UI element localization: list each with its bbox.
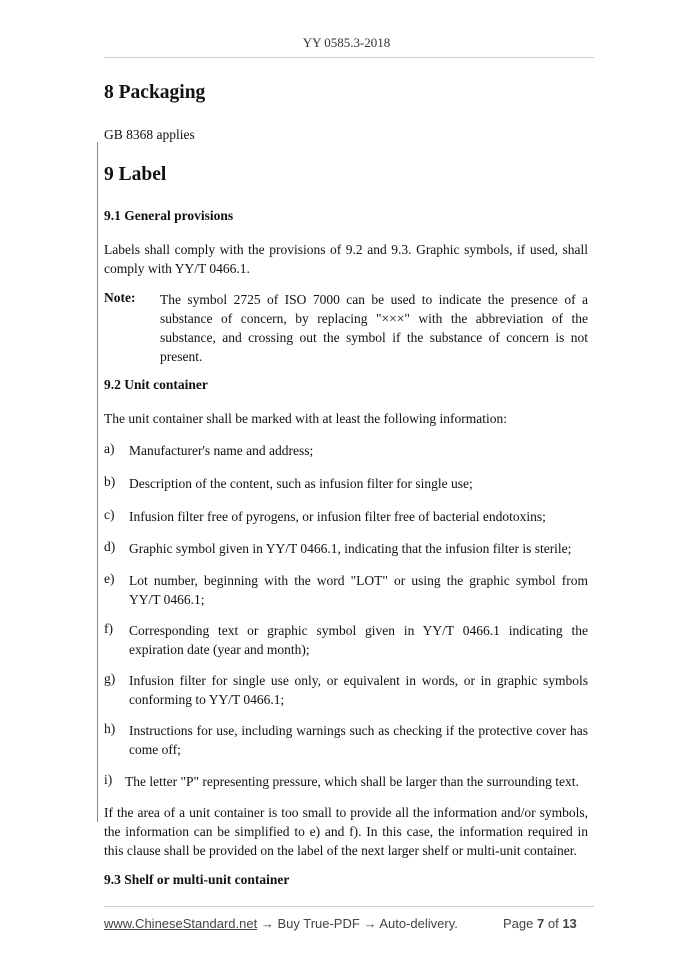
list-item-label: a) xyxy=(104,441,115,456)
list-item-label: g) xyxy=(104,671,116,686)
footer-promo xyxy=(104,916,458,931)
list-item-label: f) xyxy=(104,621,113,636)
list-item: Manufacturer's name and address; xyxy=(129,443,314,458)
revision-change-bar xyxy=(97,142,98,822)
footer-divider xyxy=(104,906,594,907)
note-label: Note: xyxy=(104,290,136,305)
list-item: The letter "P" representing pressure, which shall be larger than the surrounding text. xyxy=(125,774,579,789)
section-9-1-text: Labels shall comply with the provisions of 9.2 and 9.3. Graphic symbols, if used, shall comply with YY/T 0466.1. xyxy=(104,242,588,276)
list-item: Description of the content, such as infusion filter for single use; xyxy=(129,476,473,491)
list-item-label: i) xyxy=(104,772,113,787)
list-item: Instructions for use, including warnings such as checking if the protective cover has come off; xyxy=(129,723,588,757)
list-item: Graphic symbol given in YY/T 0466.1, indicating that the infusion filter is sterile; xyxy=(129,541,572,556)
document-code-header: YY 0585.3-2018 xyxy=(302,35,391,50)
list-item: Infusion filter for single use only, or equivalent in words, or in graphic symbols conforming to YY/T 0466.1; xyxy=(129,673,588,707)
section-9-1-heading: 9.1 General provisions xyxy=(104,208,234,223)
buy-pdf-text: Buy True-PDF xyxy=(277,916,360,931)
list-item-label: b) xyxy=(104,474,116,489)
auto-delivery-text: Auto-delivery. xyxy=(379,916,458,931)
list-item-label: e) xyxy=(104,571,115,586)
header-divider xyxy=(104,57,594,58)
section-9-3-heading: 9.3 Shelf or multi-unit container xyxy=(104,872,290,887)
list-item-label: h) xyxy=(104,721,116,736)
website-link[interactable]: www.ChineseStandard.net xyxy=(104,916,258,931)
section-8-text: GB 8368 applies xyxy=(104,127,195,142)
total-pages-number: 13 xyxy=(562,916,577,931)
note-text: The symbol 2725 of ISO 7000 can be used to indicate the presence of a substance of concern, by replacing "×××" with the abbreviation of the substance, and crossing out the symbol if the substance of concern is not present. xyxy=(160,292,588,364)
section-9-2-heading: 9.2 Unit container xyxy=(104,377,208,392)
list-item: Lot number, beginning with the word "LOT" or using the graphic symbol from YY/T 0466.1; xyxy=(129,573,588,607)
list-item-label: c) xyxy=(104,507,115,522)
of-word: of xyxy=(547,916,559,931)
arrow-icon: → xyxy=(363,916,377,931)
list-item-label: d) xyxy=(104,539,116,554)
section-9-2-closing: If the area of a unit container is too small to provide all the information and/or symbols, the information can be simplified to e) and f). In this case, the information required in this clause shall be provided on the label of the next larger shelf or multi-unit container. xyxy=(104,805,588,858)
list-item: Corresponding text or graphic symbol given in YY/T 0466.1 indicating the expiration date (year and month); xyxy=(129,623,588,657)
section-8-heading: 8 Packaging xyxy=(104,82,206,103)
section-9-heading: 9 Label xyxy=(104,164,167,185)
current-page-number: 7 xyxy=(537,916,545,931)
page-indicator xyxy=(503,916,577,931)
page-word: Page xyxy=(503,916,534,931)
list-item: Infusion filter free of pyrogens, or infusion filter free of bacterial endotoxins; xyxy=(129,509,546,524)
section-9-2-intro: The unit container shall be marked with at least the following information: xyxy=(104,411,508,426)
arrow-icon: → xyxy=(260,916,274,931)
